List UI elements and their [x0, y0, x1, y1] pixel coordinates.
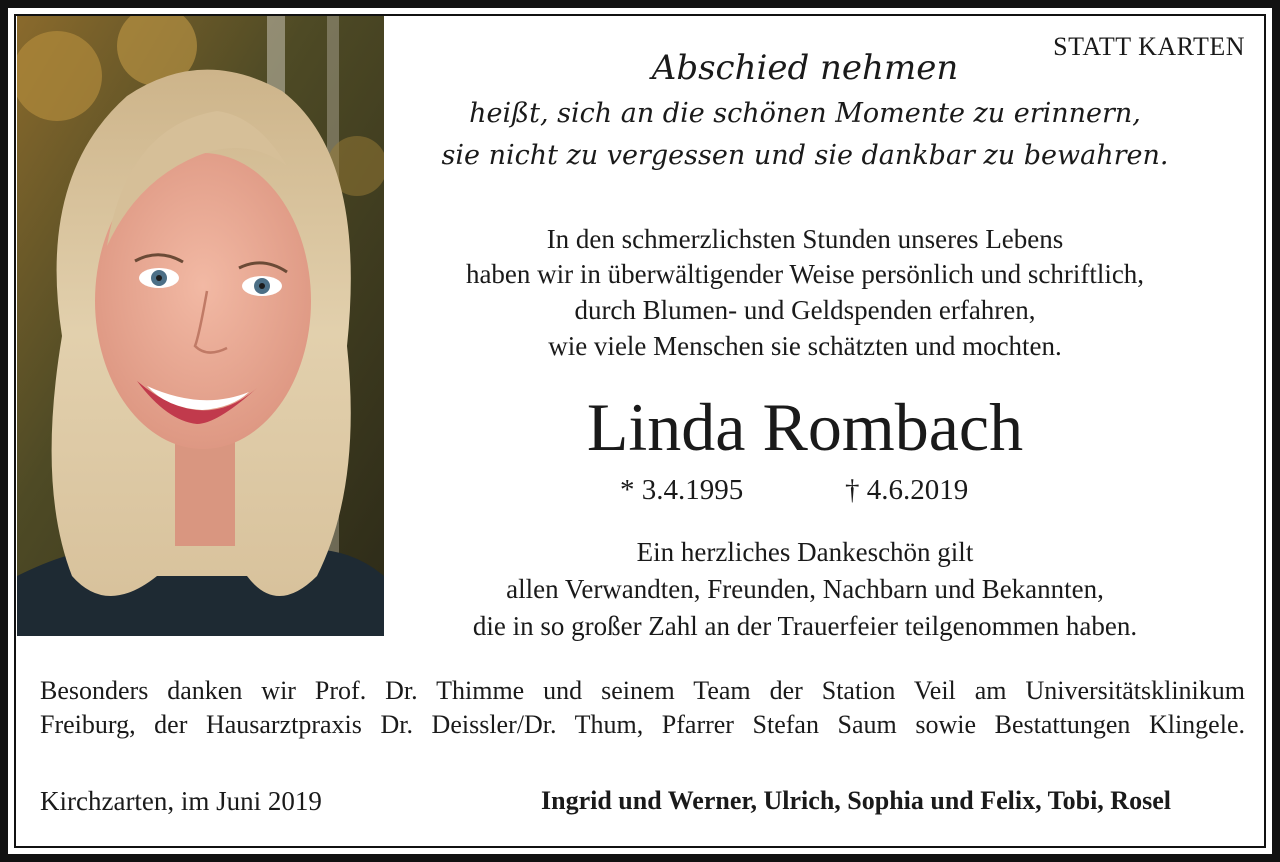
intro-line: durch Blumen- und Geldspenden erfahren, [574, 295, 1036, 325]
deceased-name: Linda Rombach [586, 389, 1024, 465]
family-signature: Ingrid und Werner, Ulrich, Sophia und Felix, Tobi, Rosel [541, 786, 1171, 815]
special-thanks-line: Freiburg, der Hausarztpraxis Dr. Deissler/Dr. Thum, Pfarrer Stefan Saum sowie Bestattungen Klingele. [40, 710, 1245, 739]
quote-title: Abschied nehmen [651, 48, 959, 88]
birth-date: * 3.4.1995 [620, 474, 744, 506]
intro-line: haben wir in überwältigender Weise persönlich und schriftlich, [465, 259, 1145, 289]
place-date: Kirchzarten, im Juni 2019 [40, 786, 322, 816]
death-date: † 4.6.2019 [845, 474, 969, 506]
thanks-line: die in so großer Zahl an der Trauerfeier teilgenommen haben. [472, 611, 1138, 641]
quote-line: sie nicht zu vergessen und sie dankbar zu bewahren. [441, 140, 1169, 171]
quote-line: heißt, sich an die schönen Momente zu erinnern, [469, 98, 1141, 129]
intro-line: In den schmerzlichsten Stunden unseres Lebens [546, 224, 1064, 254]
thanks-line: Ein herzliches Dankeschön gilt [636, 537, 974, 567]
intro-line: wie viele Menschen sie schätzten und mochten. [548, 331, 1062, 361]
thanks-line: allen Verwandten, Freunden, Nachbarn und Bekannten, [506, 574, 1104, 604]
special-thanks-line: Besonders danken wir Prof. Dr. Thimme und seinem Team der Station Veil am Universitätsklinikum [40, 676, 1245, 705]
statt-karten-label: STATT KARTEN [1053, 32, 1245, 61]
portrait-photo [17, 16, 384, 636]
